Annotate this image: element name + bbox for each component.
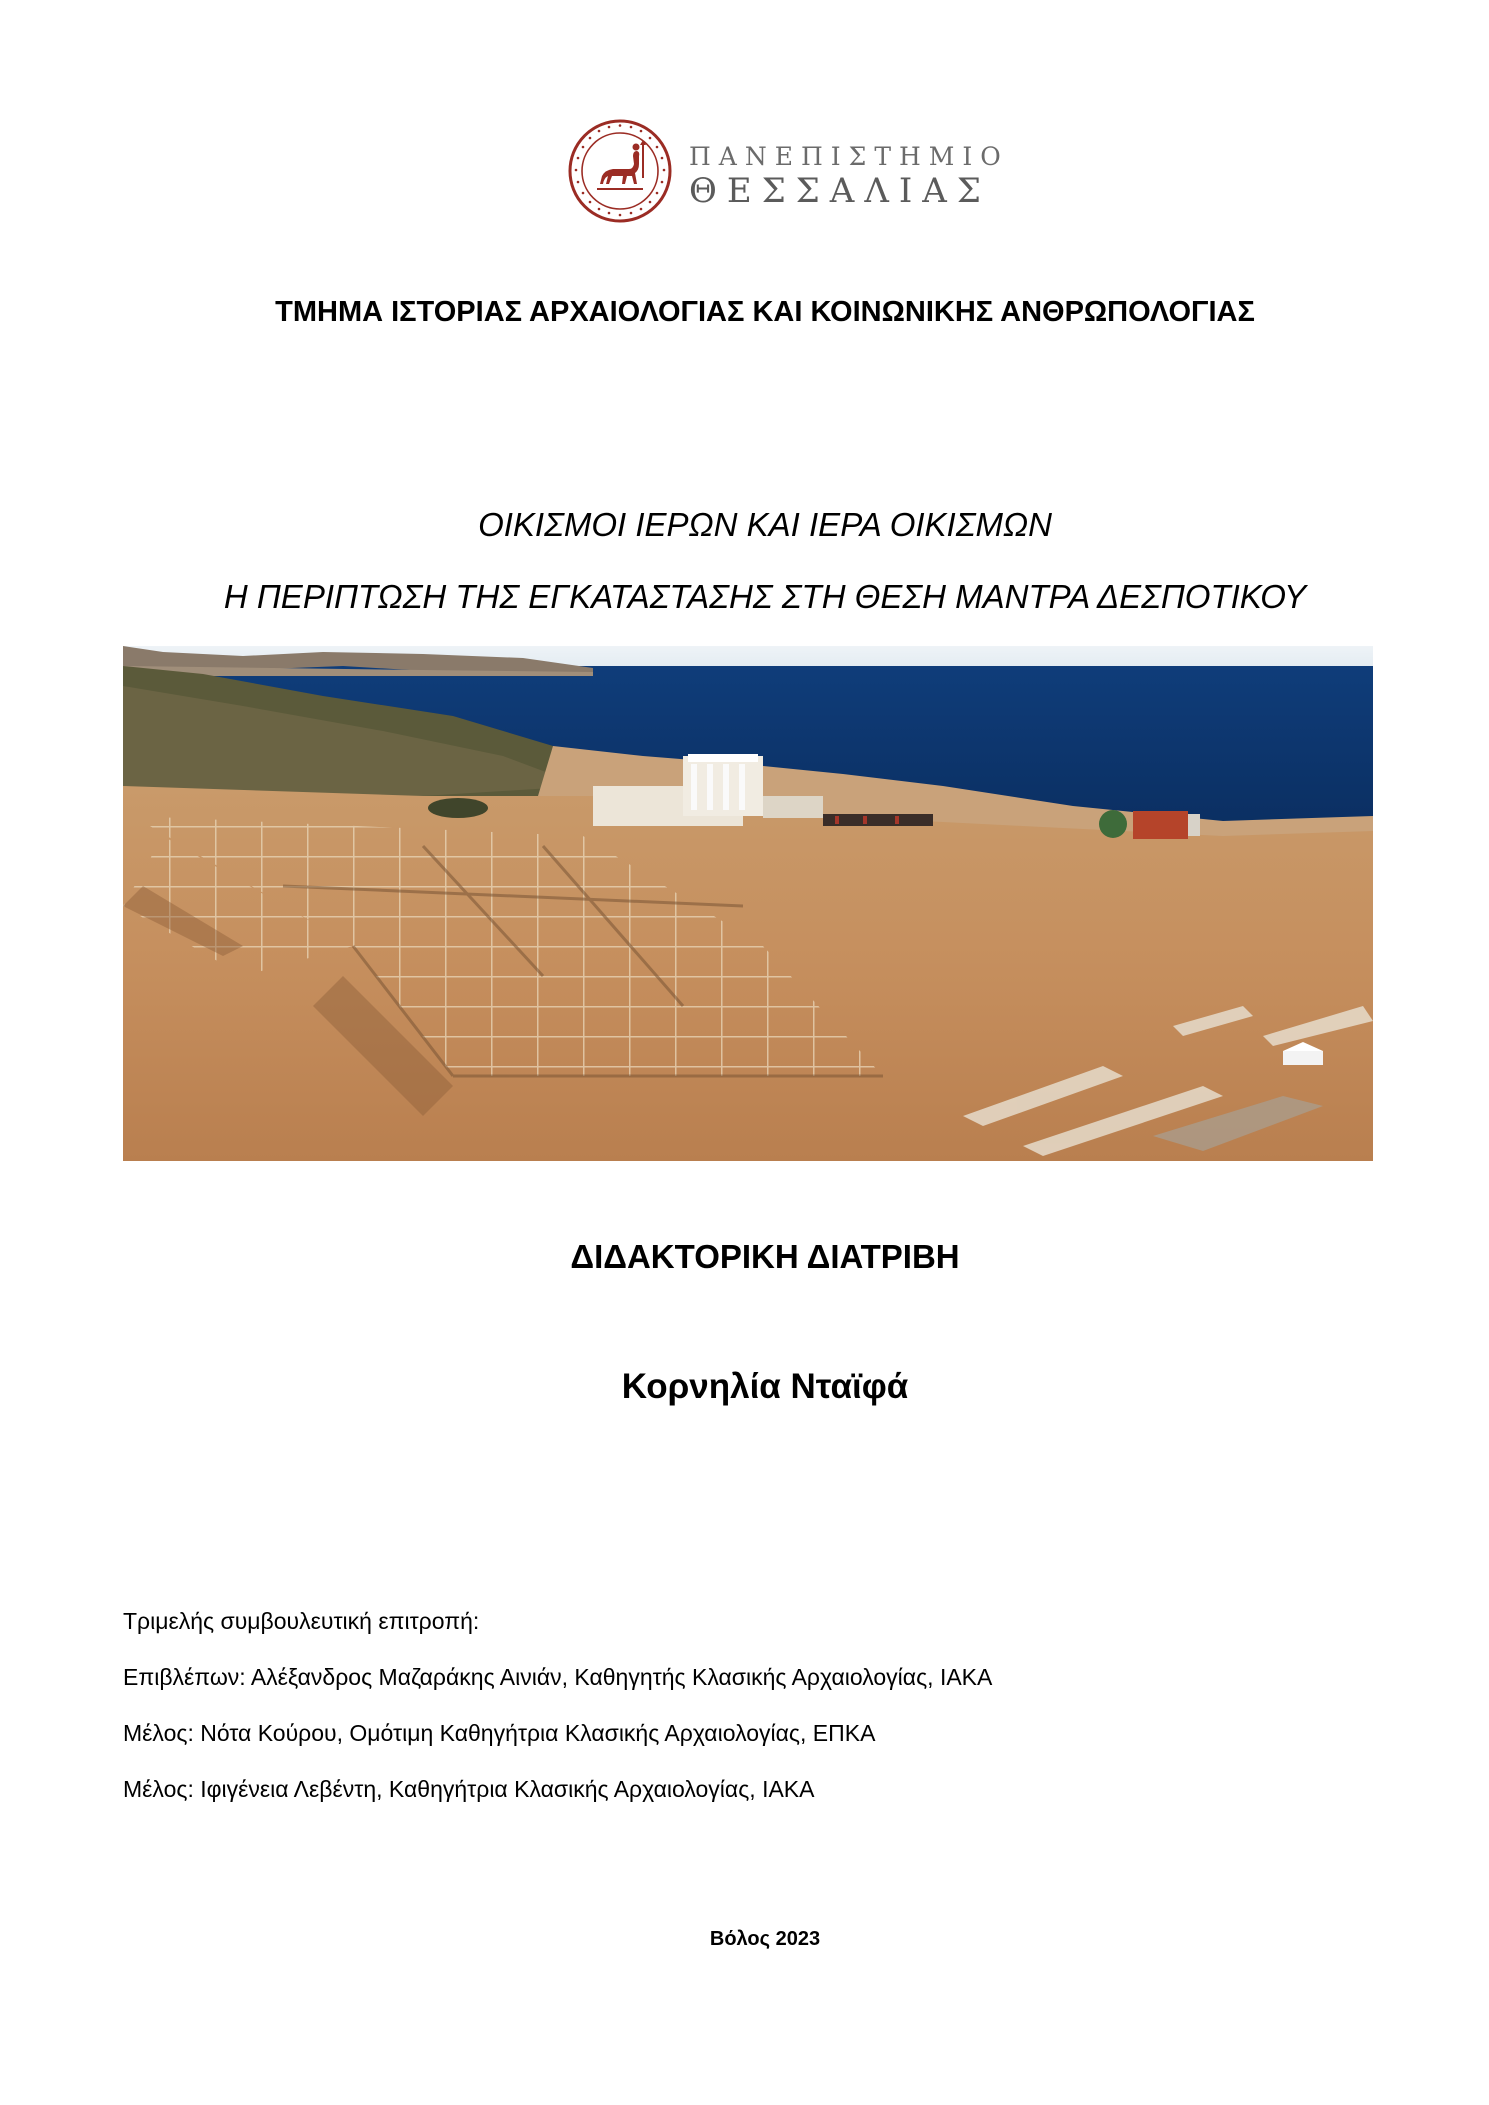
- thesis-type: ΔΙΔΑΚΤΟΡΙΚΗ ΔΙΑΤΡΙΒΗ: [570, 1238, 960, 1275]
- university-name: [689, 142, 1009, 211]
- advisory-committee: [123, 1605, 1373, 1829]
- university-name-line2: ΘΕΣΣΑΛΙΑΣ: [689, 171, 991, 211]
- thesis-title-line1: ΟΙΚΙΣΜΟΙ ΙΕΡΩΝ ΚΑΙ ΙΕΡΑ ΟΙΚΙΣΜΩΝ: [478, 506, 1052, 543]
- thesis-title-line2: Η ΠΕΡΙΠΤΩΣΗ ΤΗΣ ΕΓΚΑΤΑΣΤΑΣΗΣ ΣΤΗ ΘΕΣΗ ΜΑΝΤΡΑ ΔΕΣΠΟΤΙΚΟΥ: [223, 578, 1307, 615]
- university-logo: [567, 118, 1009, 228]
- excavation-site-photo: [123, 646, 1373, 1161]
- committee-member: Μέλος: Ιφιγένεια Λεβέντη, Καθηγήτρια Κλασικής Αρχαιολογίας, ΙΑΚΑ: [123, 1776, 815, 1802]
- cover-photo: [123, 646, 1373, 1161]
- committee-heading: Τριμελής συμβουλευτική επιτροπή:: [123, 1608, 480, 1634]
- university-name-line1: ΠΑΝΕΠΙΣΤΗΜΙΟ: [689, 142, 1009, 171]
- department-heading: ΤΜΗΜΑ ΙΣΤΟΡΙΑΣ ΑΡΧΑΙΟΛΟΓΙΑΣ ΚΑΙ ΚΟΙΝΩΝΙΚΗΣ ΑΝΘΡΩΠΟΛΟΓΙΑΣ: [275, 296, 1255, 328]
- committee-member: Μέλος: Νότα Κούρου, Ομότιμη Καθηγήτρια Κλασικής Αρχαιολογίας, ΕΠΚΑ: [123, 1720, 876, 1746]
- university-seal-icon: [567, 118, 673, 224]
- committee-member-supervisor: Επιβλέπων: Αλέξανδρος Μαζαράκης Αινιάν, Καθηγητής Κλασικής Αρχαιολογίας, ΙΑΚΑ: [123, 1664, 993, 1690]
- author-name: Κορνηλία Νταϊφά: [621, 1367, 909, 1406]
- place-and-year: Βόλος 2023: [709, 1928, 821, 1950]
